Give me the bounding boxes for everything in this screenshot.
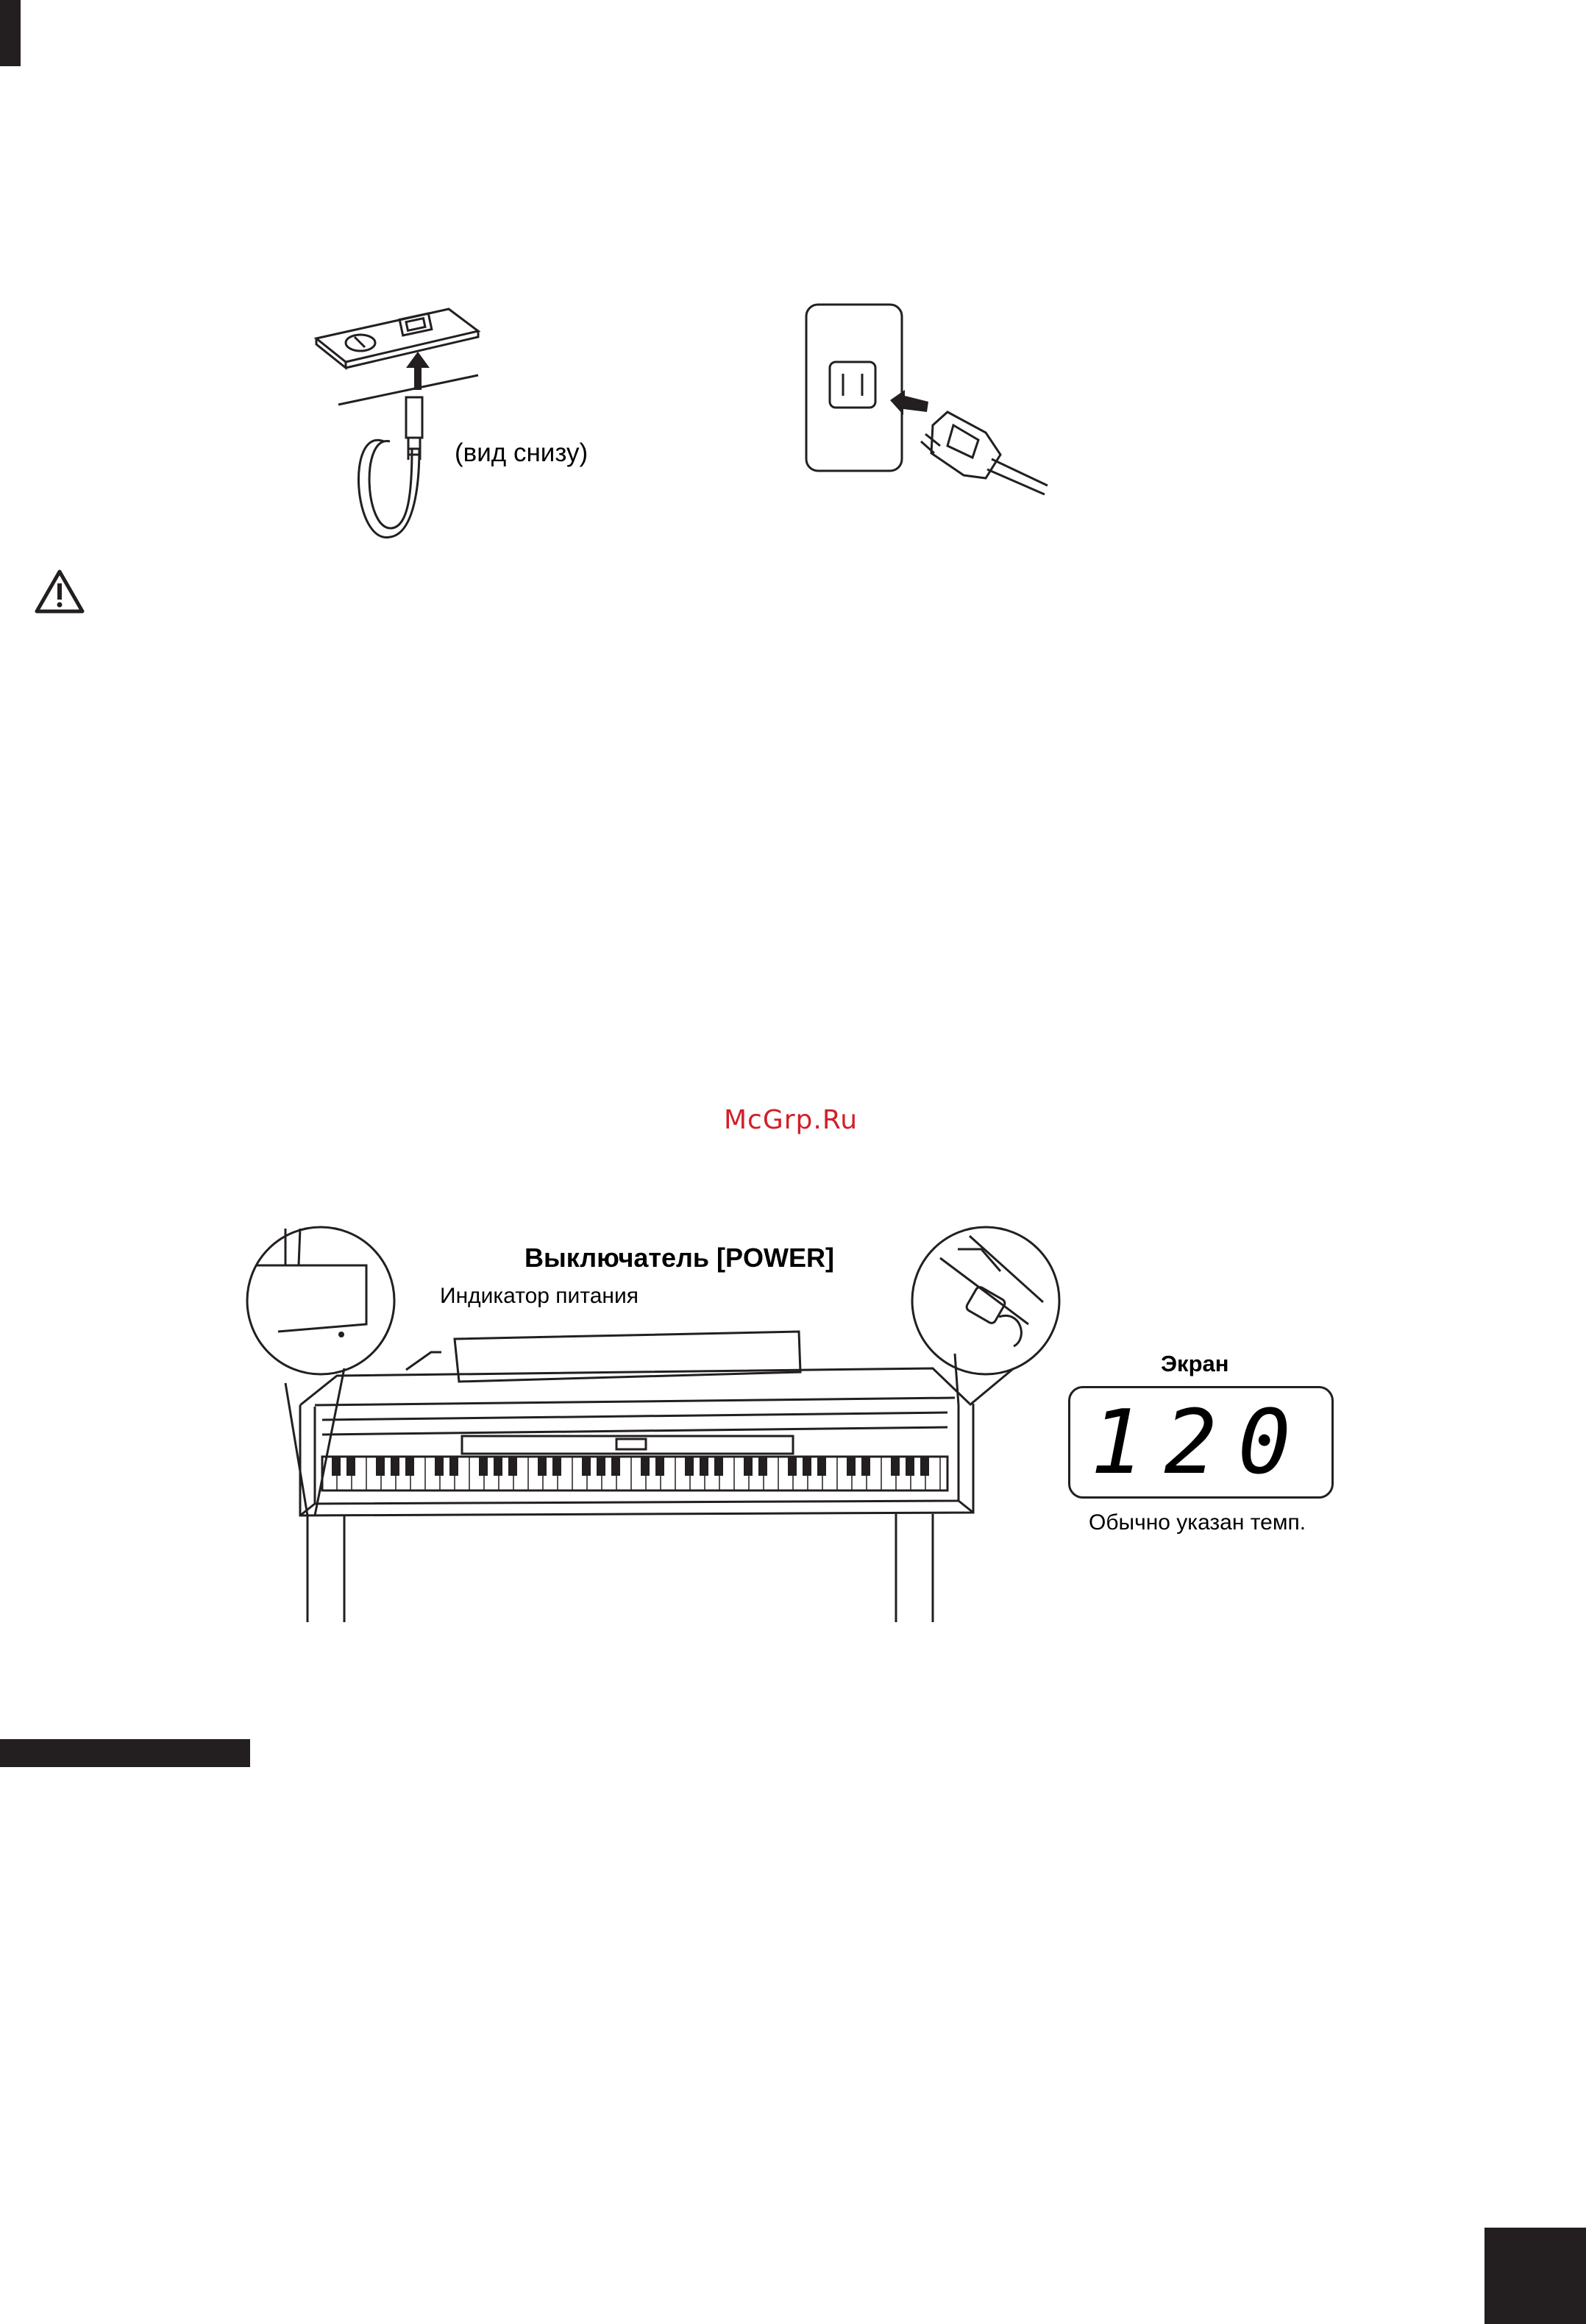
page-number-tab [1484, 2228, 1586, 2324]
section-header-bar [0, 1739, 250, 1767]
watermark: McGrp.Ru [724, 1105, 858, 1135]
bottom-view-caption: (вид снизу) [455, 438, 588, 467]
warning-triangle-icon [34, 569, 85, 614]
power-indicator-label: Индикатор питания [440, 1284, 639, 1308]
screen-label: Экран [1161, 1351, 1229, 1376]
power-switch-label: Выключатель [POWER] [524, 1243, 834, 1273]
screen-caption: Обычно указан темп. [1089, 1510, 1306, 1535]
corner-tab [0, 0, 21, 66]
piano-illustration [234, 1221, 1043, 1633]
lcd-display [1068, 1386, 1334, 1499]
lcd-display-value: 120 [1090, 1392, 1312, 1494]
ac-inlet-illustration [302, 294, 493, 559]
wall-outlet-illustration [802, 302, 1052, 515]
